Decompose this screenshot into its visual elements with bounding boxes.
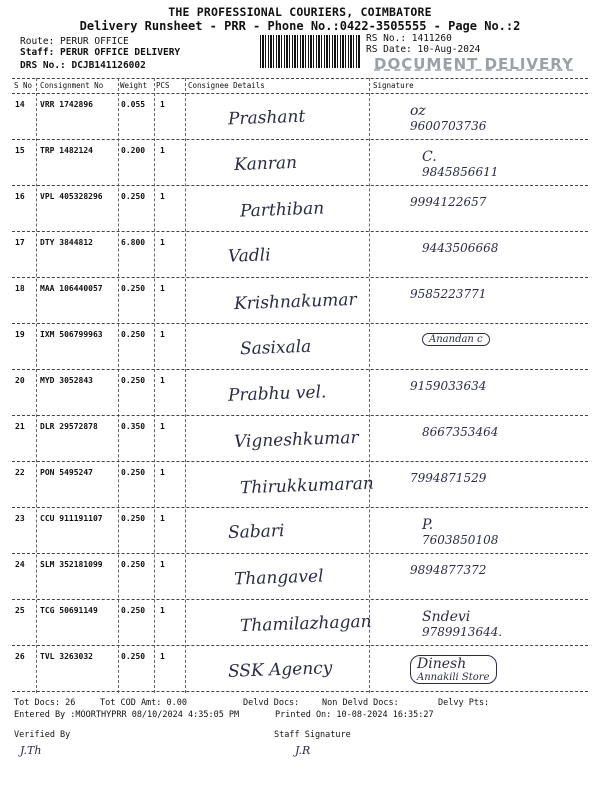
row-pcs: 1 (160, 192, 165, 201)
row-divider (12, 323, 588, 324)
staff-signature-label: Staff Signature (274, 730, 351, 740)
row-signature (410, 471, 486, 485)
row-consignee-name: Prashant (227, 106, 306, 130)
row-sno: 18 (15, 284, 25, 293)
row-pcs: 1 (160, 330, 165, 339)
row-consignee-name: SSK Agency (227, 658, 333, 682)
row-consignee-name: Krishnakumar (233, 289, 357, 315)
printed-on: Printed On: 10-08-2024 16:35:27 (275, 710, 434, 720)
row-sno: 26 (15, 652, 25, 661)
row-pcs: 1 (160, 146, 165, 155)
row-pcs: 1 (160, 652, 165, 661)
row-signature (410, 287, 486, 301)
row-sno: 14 (15, 100, 25, 109)
staff-label: Staff: PERUR OFFICE DELIVERY (20, 47, 181, 58)
column-divider (118, 78, 119, 693)
row-divider (12, 231, 588, 232)
signature-phone: 9443506668 (422, 241, 499, 255)
row-consignment-no: PON 5495247 (40, 468, 93, 477)
row-pcs: 1 (160, 468, 165, 477)
row-divider (12, 645, 588, 646)
row-consignment-no: TRP 1482124 (40, 146, 93, 155)
row-signature (422, 333, 490, 346)
total-cod-amount: Tot COD Amt: 0.00 (100, 698, 187, 708)
signature-phone: 9159033634 (410, 379, 487, 393)
row-weight: 0.250 (121, 652, 146, 661)
signature-mark: oz (410, 103, 426, 119)
row-pcs: 1 (160, 238, 165, 247)
row-sno: 23 (15, 514, 25, 523)
signature-phone: 9894877372 (410, 563, 487, 577)
row-consignment-no: DTY 3844812 (40, 238, 93, 247)
signature-mark: C. (422, 149, 437, 165)
row-consignee-name: Kanran (233, 152, 298, 176)
row-consignee-name: Sabari (227, 521, 285, 543)
row-signature (422, 517, 498, 547)
row-weight: 0.055 (121, 100, 146, 109)
document-delivery-stamp: DOCUMENT DELIVERY (374, 55, 574, 73)
signature-mark: Sndevi (422, 609, 471, 625)
column-header-weight: Weight (120, 81, 148, 90)
row-consignee-name: Thirukkumaran (239, 473, 375, 499)
row-consignment-no: SLM 352181099 (40, 560, 103, 569)
signature-phone: Annakili Store (417, 672, 490, 683)
delivery-points: Delvy Pts: (438, 698, 490, 708)
total-docs: Tot Docs: 26 (14, 698, 76, 708)
column-header-consignee: Consignee Details (188, 81, 265, 90)
signature-phone: 8667353464 (422, 425, 499, 439)
row-sno: 21 (15, 422, 25, 431)
row-sno: 16 (15, 192, 25, 201)
delivered-docs: Delvd Docs: (243, 698, 300, 708)
row-divider (12, 553, 588, 554)
rs-number: RS No.: 1411260 (366, 33, 452, 44)
signature-phone: 7603850108 (422, 533, 499, 547)
non-delivered-docs: Non Delvd Docs: (322, 698, 399, 708)
row-consignee-name: Sasixala (239, 336, 312, 360)
row-divider (12, 415, 588, 416)
signature-mark: P. (422, 517, 434, 533)
drs-number: DRS No.: DCJB141126002 (20, 60, 146, 71)
row-consignee-name: Thangavel (233, 566, 324, 590)
row-signature (410, 379, 486, 393)
company-title: THE PROFESSIONAL COURIERS, COIMBATORE (168, 5, 432, 19)
row-consignee-name: Parthiban (239, 198, 325, 222)
row-weight: 0.250 (121, 468, 146, 477)
row-consignment-no: MYD 3052843 (40, 376, 93, 385)
row-sno: 24 (15, 560, 25, 569)
row-weight: 0.350 (121, 422, 146, 431)
row-weight: 0.200 (121, 146, 146, 155)
rs-date: RS Date: 10-Aug-2024 (366, 44, 481, 55)
row-consignment-no: VRR 1742896 (40, 100, 93, 109)
row-weight: 6.800 (121, 238, 146, 247)
row-weight: 0.250 (121, 514, 146, 523)
row-sno: 25 (15, 606, 25, 615)
row-sno: 17 (15, 238, 25, 247)
barcode (260, 35, 360, 68)
row-pcs: 1 (160, 422, 165, 431)
signature-phone: 9585223771 (410, 287, 487, 301)
signature-phone: 7994871529 (410, 471, 487, 485)
row-consignment-no: TCG 50691149 (40, 606, 98, 615)
row-sno: 19 (15, 330, 25, 339)
signature-phone: 9789913644. (422, 625, 503, 639)
verified-by-label: Verified By (14, 730, 71, 740)
row-divider (12, 461, 588, 462)
row-pcs: 1 (160, 284, 165, 293)
column-header-signature: Signature (373, 81, 414, 90)
row-signature (410, 195, 486, 209)
row-sno: 20 (15, 376, 25, 385)
table-top-rule (12, 78, 588, 79)
row-consignment-no: VPL 405328296 (40, 192, 103, 201)
row-pcs: 1 (160, 100, 165, 109)
row-pcs: 1 (160, 606, 165, 615)
row-divider (12, 277, 588, 278)
column-divider (154, 78, 155, 693)
row-divider (12, 507, 588, 508)
row-consignment-no: MAA 106440057 (40, 284, 103, 293)
column-divider (369, 78, 370, 693)
column-header-consignment: Consignment No (40, 81, 104, 90)
table-header-rule (12, 93, 588, 94)
row-consignee-name: Prabhu vel. (227, 382, 327, 406)
row-divider (12, 369, 588, 370)
row-weight: 0.250 (121, 560, 146, 569)
entered-by: Entered By :MOORTHYPRR 08/10/2024 4:35:05 PM (14, 710, 240, 720)
row-consignment-no: CCU 911191107 (40, 514, 103, 523)
row-weight: 0.250 (121, 376, 146, 385)
row-sno: 15 (15, 146, 25, 155)
row-consignee-name: Thamilazhagan (239, 611, 372, 637)
column-header-pcs: PCS (156, 81, 170, 90)
row-consignee-name: Vigneshkumar (233, 427, 359, 453)
row-divider (12, 691, 588, 692)
signature-phone: 9600703736 (410, 119, 487, 133)
row-divider (12, 599, 588, 600)
row-signature (422, 425, 498, 439)
signature-mark: Dinesh (417, 656, 467, 672)
row-signature (410, 563, 486, 577)
column-divider (36, 78, 37, 693)
row-signature (422, 609, 502, 639)
signature-phone: 9845856611 (422, 165, 499, 179)
row-consignment-no: DLR 29572878 (40, 422, 98, 431)
column-header-sno: S No (14, 81, 33, 90)
route-label: Route: PERUR OFFICE (20, 36, 129, 47)
row-signature (422, 149, 498, 179)
row-pcs: 1 (160, 514, 165, 523)
row-weight: 0.250 (121, 284, 146, 293)
row-weight: 0.250 (121, 330, 146, 339)
row-pcs: 1 (160, 560, 165, 569)
verified-by-signature: J.Th (20, 744, 42, 757)
runsheet-title: Delivery Runsheet - PRR - Phone No.:0422-3505555 - Page No.:2 (79, 19, 521, 33)
staff-signature-scribble: J.R (295, 744, 311, 757)
row-divider (12, 139, 588, 140)
row-weight: 0.250 (121, 192, 146, 201)
signature-phone: 9994122657 (410, 195, 487, 209)
row-signature (410, 655, 497, 684)
row-weight: 0.250 (121, 606, 146, 615)
row-consignee-name: Vadli (227, 245, 271, 267)
row-consignment-no: TVL 3263032 (40, 652, 93, 661)
row-divider (12, 185, 588, 186)
signature-phone: Anandan c (429, 334, 483, 345)
row-pcs: 1 (160, 376, 165, 385)
row-consignment-no: IXM 506799963 (40, 330, 103, 339)
row-signature (422, 241, 498, 255)
row-signature (410, 103, 486, 133)
row-sno: 22 (15, 468, 25, 477)
column-divider (185, 78, 186, 693)
